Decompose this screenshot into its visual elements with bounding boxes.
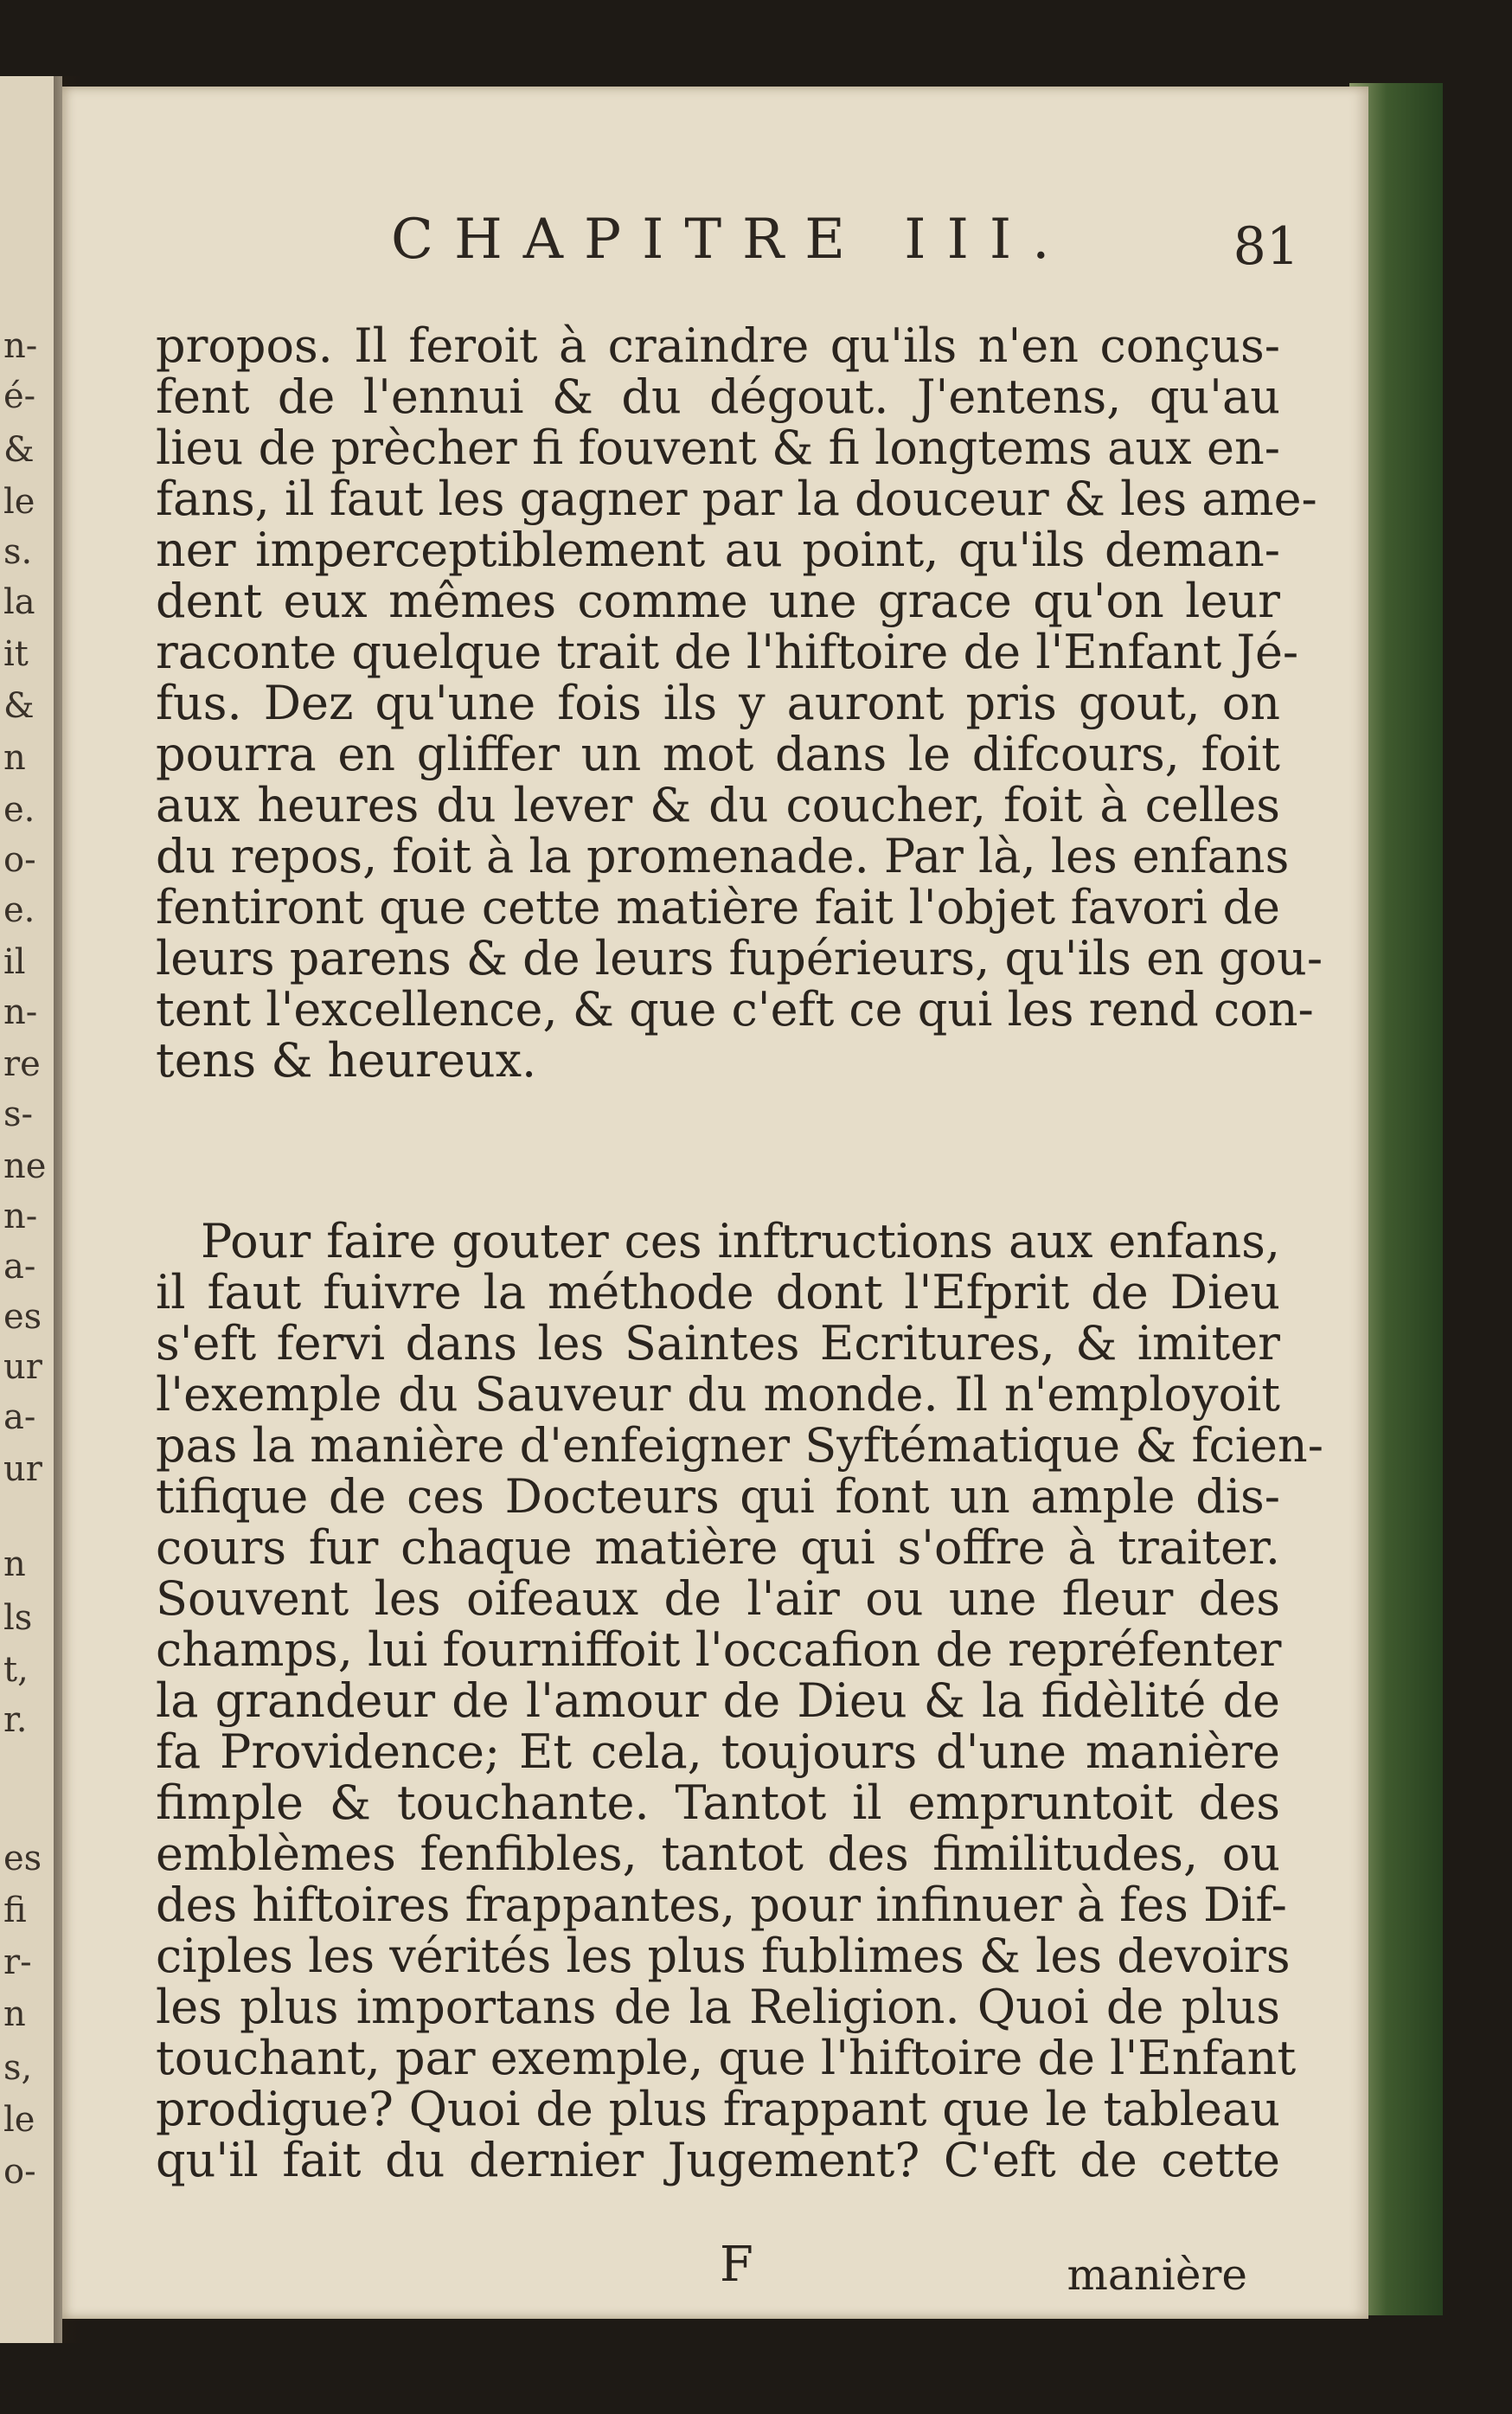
facing-fragment: le [3, 482, 35, 522]
text-line: les plus importans de la Religion. Quoi de plus [156, 1980, 1280, 2034]
facing-fragment: a- [3, 1397, 36, 1437]
facing-fragment: le [3, 2100, 35, 2140]
book-page [62, 87, 1368, 2319]
facing-fragment: & [3, 430, 35, 470]
text-line: s'eft fervi dans les Saintes Ecritures, & imiter [156, 1316, 1280, 1371]
text-line: tifique de ces Docteurs qui font un ample dis- [156, 1469, 1280, 1524]
facing-fragment: n [3, 1544, 26, 1584]
text-line: il faut fuivre la méthode dont l'Efprit de Dieu [156, 1265, 1280, 1319]
text-line: fent de l'ennui & du dégout. J'entens, qu'au [156, 369, 1280, 424]
facing-fragment: o- [3, 840, 36, 880]
facing-fragment: s- [3, 1095, 34, 1134]
text-line: aux heures du lever & du coucher, foit à celles [156, 778, 1280, 832]
page-header [391, 208, 1299, 277]
facing-fragment: o- [3, 2152, 36, 2192]
text-line: prodigue? Quoi de plus frappant que le tableau [156, 2082, 1280, 2136]
text-line: tens & heureux. [156, 1033, 537, 1088]
facing-fragment: es [3, 1839, 42, 1878]
text-line: qu'il fait du dernier Jugement? C'eft de cette [156, 2133, 1280, 2187]
text-line: emblèmes fenfibles, tantot des fimilitudes, ou [156, 1827, 1280, 1881]
facing-fragment: ur [3, 1347, 42, 1387]
body-text [156, 318, 1323, 2187]
text-line: fa Providence; Et cela, toujours d'une manière [156, 1724, 1280, 1779]
facing-fragment: it [3, 634, 29, 674]
text-line: fus. Dez qu'une fois ils y auront pris gout, on [156, 676, 1280, 730]
text-line: Pour faire gouter ces inftructions aux enfans, [201, 1214, 1280, 1268]
facing-fragment: r. [3, 1700, 28, 1740]
text-line: du repos, foit à la promenade. Par là, les enfans [156, 829, 1290, 883]
facing-fragment: re [3, 1044, 41, 1084]
text-line: fentiront que cette matière fait l'objet favori de [156, 880, 1280, 934]
facing-fragment: ne [3, 1146, 47, 1186]
facing-fragment: n- [3, 992, 38, 1032]
facing-fragment: il [3, 942, 26, 982]
text-line: Souvent les oifeaux de l'air ou une fleur des [156, 1571, 1280, 1626]
facing-fragment: é- [3, 376, 36, 416]
text-line: champs, lui fourniffoit l'occafion de repréfenter [156, 1622, 1282, 1677]
text-line: cours fur chaque matière qui s'offre à traiter. [156, 1520, 1280, 1575]
paragraph-1 [156, 318, 1323, 1088]
text-line: pas la manière d'enfeigner Syftématique & fcien- [156, 1418, 1323, 1473]
text-line: propos. Il feroit à craindre qu'ils n'en conçus- [156, 318, 1280, 373]
facing-fragment: t, [3, 1650, 29, 1690]
text-line: pourra en gliffer un mot dans le difcours, foit [156, 727, 1280, 781]
signature-mark: F [720, 2237, 753, 2293]
facing-fragment: n- [3, 1197, 38, 1236]
text-line: fimple & touchante. Tantot il empruntoit des [156, 1775, 1280, 1830]
facing-fragment: e. [3, 790, 35, 830]
facing-fragment: la [3, 582, 35, 622]
text-line: la grandeur de l'amour de Dieu & la fidèlité de [156, 1673, 1280, 1728]
facing-fragment: e. [3, 890, 35, 930]
text-line: tent l'excellence, & que c'eft ce qui les rend con- [156, 982, 1314, 1037]
text-line: raconte quelque trait de l'hiftoire de l'Enfant Jé- [156, 625, 1299, 679]
text-line: leurs parens & de leurs fupérieurs, qu'ils en gou- [156, 931, 1323, 986]
running-title: CHAPITRE III. [391, 208, 1071, 272]
catchword: manière [1067, 2250, 1247, 2300]
text-line: lieu de prècher fi fouvent & fi longtems aux en- [156, 421, 1280, 475]
facing-fragment: a- [3, 1247, 36, 1287]
text-line: l'exemple du Sauveur du monde. Il n'employoit [156, 1367, 1280, 1422]
facing-fragment: r- [3, 1942, 32, 1982]
facing-fragment: s. [3, 532, 33, 572]
text-line: ner imperceptiblement au point, qu'ils deman- [156, 523, 1280, 577]
paragraph-2 [156, 1214, 1323, 2187]
facing-fragment: n- [3, 326, 38, 366]
facing-fragment: ur [3, 1449, 42, 1489]
facing-fragment: n [3, 738, 26, 778]
facing-fragment: & [3, 686, 35, 726]
text-line: touchant, par exemple, que l'hiftoire de l'Enfant [156, 2031, 1297, 2085]
facing-fragment: s, [3, 2048, 33, 2088]
text-line: fans, il faut les gagner par la douceur & les ame- [156, 472, 1317, 526]
page-number: 81 [1233, 216, 1299, 277]
facing-fragment: ls [3, 1598, 33, 1638]
facing-fragment: n [3, 1994, 26, 2034]
facing-fragment: es [3, 1297, 42, 1337]
text-line: dent eux mêmes comme une grace qu'on leur [156, 574, 1280, 628]
text-line: ciples les vérités les plus fublimes & les devoirs [156, 1929, 1291, 1983]
facing-fragment: fi [3, 1891, 27, 1930]
text-line: des hiftoires frappantes, pour infinuer à fes Dif- [156, 1878, 1287, 1932]
